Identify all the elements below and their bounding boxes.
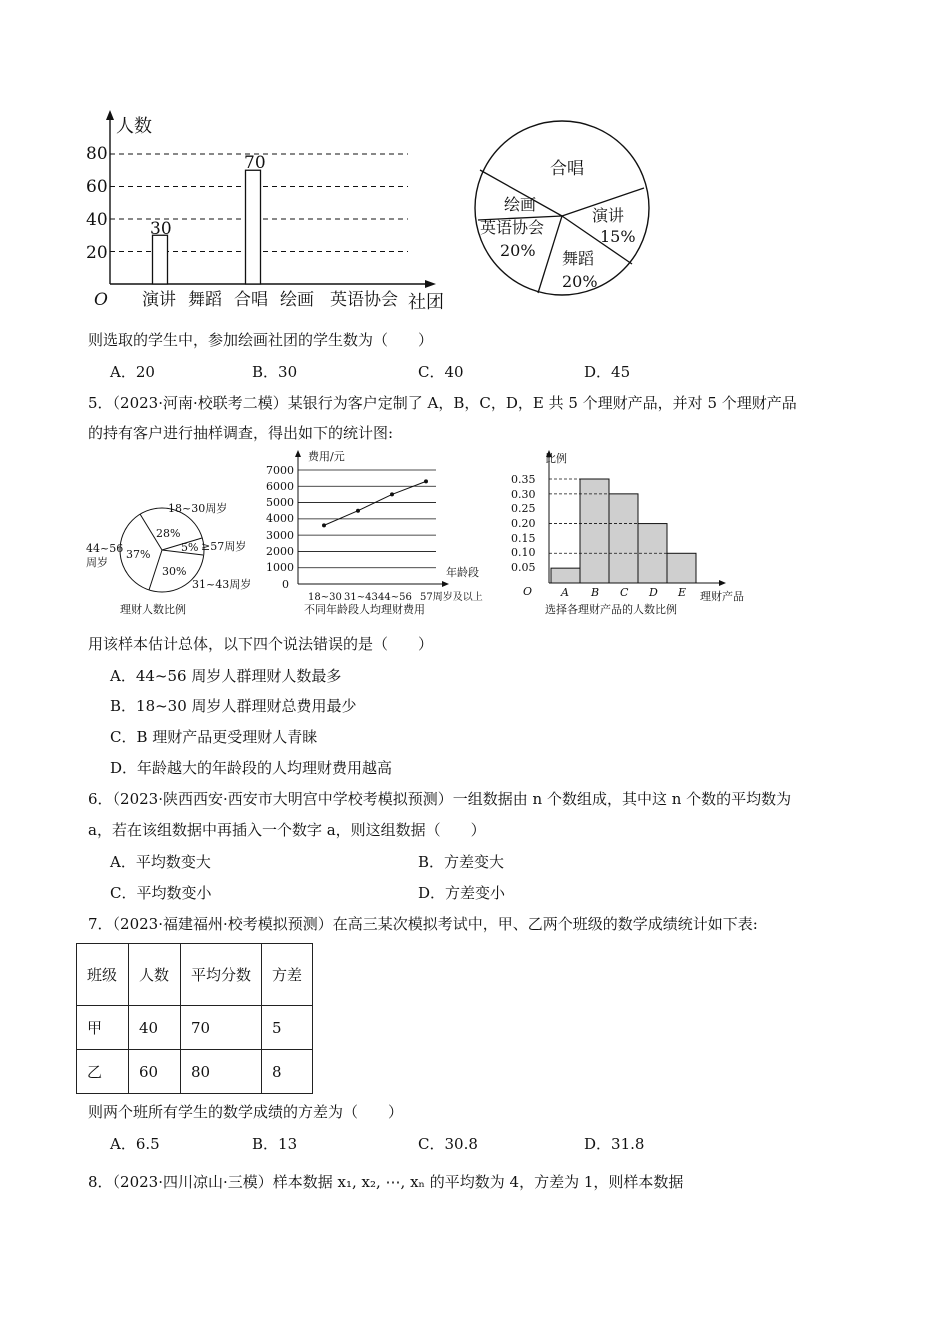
fl-tick: 4000 <box>266 512 294 525</box>
fl-xlabel: 年龄段 <box>446 566 479 579</box>
q6-option-a: A．平均数变大 <box>110 853 211 871</box>
pb-cat: A <box>561 586 569 599</box>
q7-option-c: C．30.8 <box>418 1135 478 1153</box>
pb-cat: E <box>678 586 687 599</box>
pb-tick: 0.15 <box>511 532 536 545</box>
bar <box>609 494 638 583</box>
fp-pct-30: 30% <box>162 565 187 578</box>
c1-tick-40: 40 <box>86 210 108 230</box>
fl-tick: 7000 <box>266 464 294 477</box>
product-bar-chart <box>505 448 765 620</box>
q5-question: 用该样本估计总体，以下四个说法错误的是（ ） <box>88 635 434 653</box>
c1-ylabel: 人数 <box>116 116 152 137</box>
bar <box>580 479 609 583</box>
c1-cat-0: 演讲 <box>142 290 176 310</box>
q7-option-a: A．6.5 <box>110 1135 160 1153</box>
fp-pct-5: 5% <box>181 541 199 554</box>
fl-ylabel: 费用/元 <box>308 450 345 463</box>
c1-cat-1: 舞蹈 <box>188 290 222 310</box>
pie-label-speech: 演讲 <box>592 206 625 225</box>
q7-stem: 7．（2023·福建福州·校考模拟预测）在高三某次模拟考试中，甲、乙两个班级的数学成绩统计如下表: <box>88 915 758 933</box>
x-axis-arrow <box>442 581 449 587</box>
fp-pct-28: 28% <box>156 527 181 540</box>
fl-tick: 5000 <box>266 496 294 509</box>
cell: 70 <box>181 1006 262 1050</box>
pb-tick: 0.10 <box>511 546 536 559</box>
fl-tick: 1000 <box>266 561 294 574</box>
pie-pct-dance: 20% <box>562 272 598 291</box>
pb-origin: O <box>523 585 533 598</box>
c1-tick-20: 20 <box>86 243 108 263</box>
bar <box>551 568 580 583</box>
q6-stem-line1: 6．（2023·陕西西安·西安市大明宫中学校考模拟预测）一组数据由 n 个数组成，其中这 n 个数的平均数为 <box>88 790 792 808</box>
q8-stem: 8．（2023·四川凉山·三模）样本数据 x₁, x₂, ⋯, xₙ 的平均数为 4，方差为 1，则样本数据 <box>88 1173 684 1191</box>
fl-tick: 2000 <box>266 545 294 558</box>
q6-option-b: B．方差变大 <box>418 853 505 871</box>
bar <box>246 170 261 284</box>
cell: 乙 <box>77 1050 129 1094</box>
q5-option-c: C．B 理财产品更受理财人青睐 <box>110 728 318 746</box>
c1-cat-2: 合唱 <box>234 290 268 310</box>
cell: 40 <box>129 1006 181 1050</box>
fl-caption: 不同年龄段人均理财费用 <box>304 603 425 616</box>
q5-stem-line1: 5．（2023·河南·校联考二模）某银行为客户定制了 A，B，C，D，E 共 5 个理财产品，并对 5 个理财产品 <box>88 394 797 412</box>
score-table <box>76 943 313 1094</box>
pb-cat: D <box>649 586 658 599</box>
cell: 80 <box>181 1050 262 1094</box>
pb-tick: 0.30 <box>511 488 536 501</box>
q7-question: 则两个班所有学生的数学成绩的方差为（ ） <box>88 1103 404 1121</box>
c1-origin: O <box>94 290 108 310</box>
pie-label-painting: 绘画 <box>504 195 537 214</box>
fl-xcat: 44~56 <box>378 592 412 603</box>
data-point <box>322 523 326 527</box>
cell: 5 <box>262 1006 313 1050</box>
pb-cat: B <box>591 586 600 599</box>
fp-age-44-56: 44~56 <box>86 542 124 555</box>
th-class: 班级 <box>77 944 129 1006</box>
finance-pie-chart <box>82 495 257 620</box>
th-mean: 平均分数 <box>181 944 262 1006</box>
c1-tick-80: 80 <box>86 144 108 164</box>
x-axis-arrow <box>425 280 436 288</box>
pie-label-english: 英语协会 <box>480 218 545 237</box>
finance-line-chart <box>262 448 502 620</box>
pie-pct-english: 20% <box>500 241 536 260</box>
bar <box>667 553 696 583</box>
c1-cat-4: 英语协会 <box>330 290 398 310</box>
q7-option-d: D．31.8 <box>584 1135 645 1153</box>
fp-age-18-30: 18~30周岁 <box>168 502 228 515</box>
pb-cat: C <box>620 586 629 599</box>
bar <box>638 524 667 583</box>
data-point <box>390 492 394 496</box>
q6-option-c: C．平均数变小 <box>110 884 212 902</box>
q7-option-b: B．13 <box>252 1135 298 1153</box>
pb-tick: 0.35 <box>511 473 536 486</box>
q4-option-a: A．20 <box>110 363 155 381</box>
pie-pct-speech: 15% <box>600 227 636 246</box>
fp-age-31-43: 31~43周岁 <box>192 578 252 591</box>
fp-age-44-56-unit: 周岁 <box>86 556 108 569</box>
y-axis-arrow <box>106 110 114 120</box>
fl-tick: 3000 <box>266 529 294 542</box>
pb-tick: 0.25 <box>511 502 536 515</box>
finance-pie-divider <box>149 550 162 590</box>
data-point <box>356 509 360 513</box>
c1-xlabel: 社团 <box>408 292 444 313</box>
pb-tick: 0.05 <box>511 561 536 574</box>
pb-caption: 选择各理财产品的人数比例 <box>545 603 677 616</box>
table-row <box>77 1006 313 1050</box>
pb-xlabel: 理财产品 <box>700 590 744 603</box>
fp-pct-37: 37% <box>126 548 151 561</box>
fl-xcat: 18~30 <box>308 592 342 603</box>
cell: 60 <box>129 1050 181 1094</box>
q4-option-b: B．30 <box>252 363 298 381</box>
pie-label-dance: 舞蹈 <box>562 249 595 268</box>
club-bar-chart <box>80 110 460 320</box>
q6-option-d: D．方差变小 <box>418 884 506 902</box>
c1-data-label-30: 30 <box>150 219 172 239</box>
pb-tick: 0.20 <box>511 517 536 530</box>
fl-xcat: 31~43 <box>344 592 378 603</box>
fl-tick: 0 <box>282 578 289 591</box>
c1-cat-3: 绘画 <box>280 290 314 310</box>
th-variance: 方差 <box>262 944 313 1006</box>
fl-tick: 6000 <box>266 480 294 493</box>
bar <box>153 235 168 284</box>
q5-stem-line2: 的持有客户进行抽样调查，得出如下的统计图: <box>88 424 394 442</box>
data-point <box>424 479 428 483</box>
x-axis-arrow <box>719 580 726 586</box>
pie-label-chorus: 合唱 <box>550 159 584 179</box>
cell: 甲 <box>77 1006 129 1050</box>
fp-caption: 理财人数比例 <box>120 603 186 616</box>
q4-question: 则选取的学生中，参加绘画社团的学生数为（ ） <box>88 331 434 349</box>
q4-option-c: C．40 <box>418 363 464 381</box>
c1-tick-60: 60 <box>86 177 108 197</box>
th-count: 人数 <box>129 944 181 1006</box>
table-row <box>77 1050 313 1094</box>
club-pie-chart <box>470 100 660 310</box>
fp-age-57: ≥57周岁 <box>201 540 247 553</box>
cell: 8 <box>262 1050 313 1094</box>
y-axis-arrow <box>295 450 301 457</box>
q5-option-a: A．44~56 周岁人群理财人数最多 <box>110 667 342 685</box>
pb-ylabel: 比例 <box>545 452 567 465</box>
q5-option-d: D．年龄越大的年龄段的人均理财费用越高 <box>110 759 393 777</box>
q4-option-d: D．45 <box>584 363 631 381</box>
q6-stem-line2: a，若在该组数据中再插入一个数字 a，则这组数据（ ） <box>88 821 486 839</box>
fl-xcat: 57周岁及以上 <box>420 592 483 603</box>
q5-option-b: B．18~30 周岁人群理财总费用最少 <box>110 697 357 715</box>
c1-data-label-70: 70 <box>244 153 266 173</box>
